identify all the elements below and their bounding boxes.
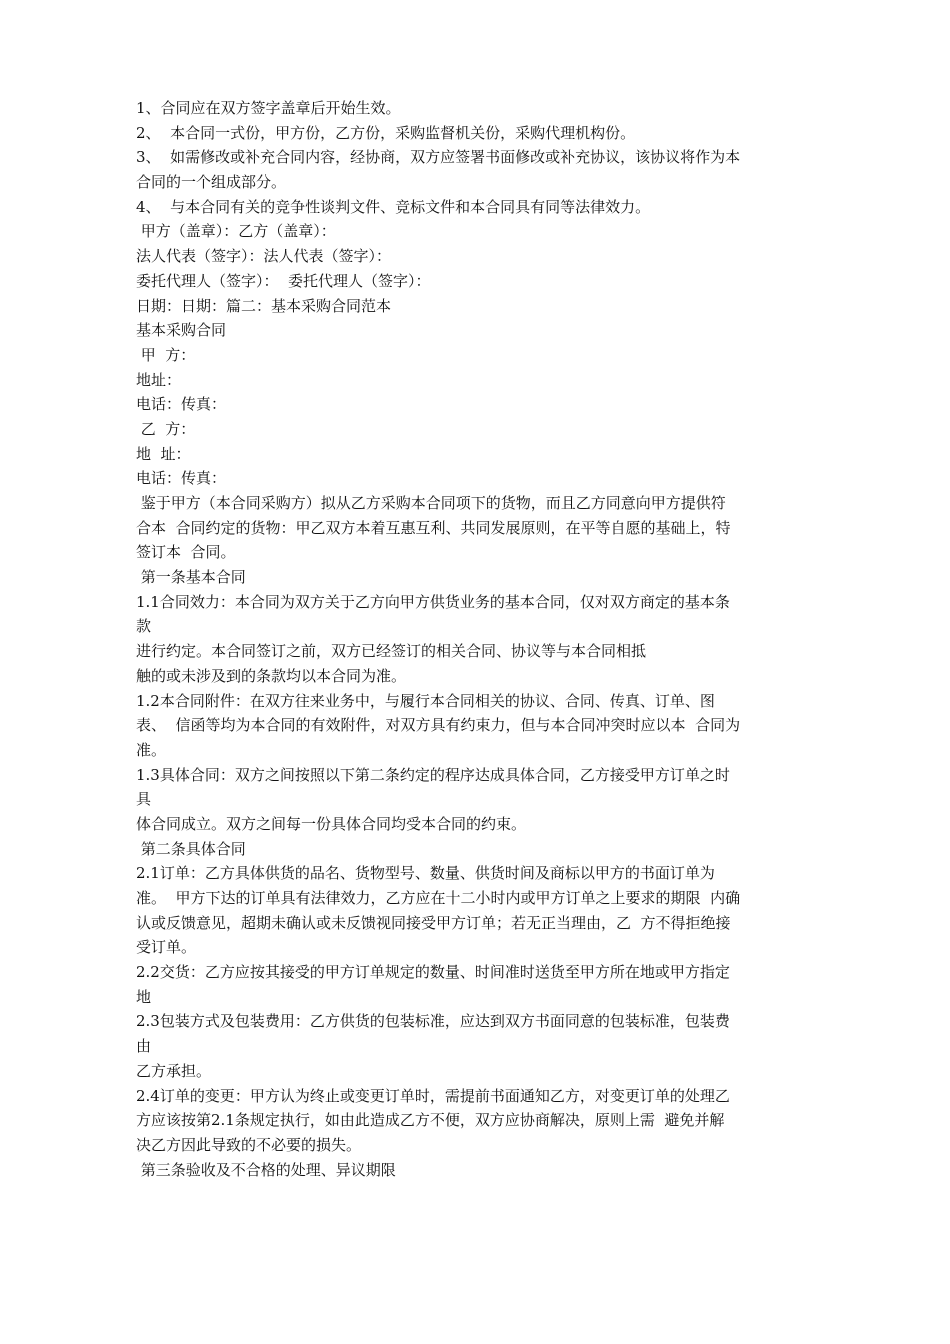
text-line: 准。 — [136, 740, 167, 759]
text-line: 2.4订单的变更：甲方认为终止或变更订单时，需提前书面通知乙方，对变更订单的处理乙 — [136, 1086, 730, 1105]
text-line: 方应该按第2.1条规定执行，如由此造成乙方不便，双方应协商解决，原则上需 避免并解 — [136, 1111, 725, 1130]
text-line: 合本 合同约定的货物：甲乙双方本着互惠互利、共同发展原则，在平等自愿的基础上，特 — [136, 518, 731, 537]
text-line: 乙 方： — [136, 419, 196, 438]
text-line: 乙方承担。 — [136, 1061, 212, 1080]
text-line: 1、合同应在双方签字盖章后开始生效。 — [136, 99, 401, 117]
text-line: 4、 与本合同有关的竞争性谈判文件、竞标文件和本合同具有同等法律效力。 — [136, 197, 651, 216]
text-line: 1.3具体合同：双方之间按照以下第二条约定的程序达成具体合同，乙方接受甲方订单之时 — [136, 765, 730, 784]
text-line: 甲 方： — [136, 345, 196, 364]
text-line: 日期：日期：篇二：基本采购合同范本 — [136, 296, 392, 315]
text-line: 认或反馈意见，超期未确认或未反馈视同接受甲方订单；若无正当理由，乙 方不得拒绝接 — [136, 913, 731, 932]
text-line: 甲方（盖章）：乙方（盖章）： — [136, 222, 336, 241]
document-page — [136, 96, 826, 1182]
text-line: 签订本 合同。 — [136, 543, 236, 562]
text-line: 委托代理人（签字）： 委托代理人（签字）： — [136, 271, 431, 290]
text-line: 2.3包装方式及包装费用：乙方供货的包装标准，应达到双方书面同意的包装标准，包装费 — [136, 1012, 730, 1031]
text-line: 具 — [136, 790, 152, 809]
text-line: 地 址： — [136, 444, 191, 463]
text-line: 准。 甲方下达的订单具有法律效力，乙方应在十二小时内或甲方订单之上要求的期限 内确 — [136, 889, 741, 907]
text-line: 由 — [136, 1037, 152, 1056]
text-line: 第二条具体合同 — [136, 839, 246, 858]
text-line: 地址： — [136, 370, 182, 389]
text-line: 法人代表（签字）：法人代表（签字）： — [136, 247, 392, 266]
text-line: 表、 信函等均为本合同的有效附件，对双方具有约束力，但与本合同冲突时应以本 合同为 — [136, 716, 741, 735]
text-line: 触的或未涉及到的条款均以本合同为准。 — [136, 666, 407, 685]
text-line: 电话：传真： — [136, 395, 227, 414]
text-line: 第三条验收及不合格的处理、异议期限 — [136, 1160, 396, 1179]
text-line: 电话：传真： — [136, 469, 227, 488]
text-line: 2.1订单：乙方具体供货的品名、货物型号、数量、供货时间及商标以甲方的书面订单为 — [136, 864, 715, 883]
text-line: 受订单。 — [136, 938, 197, 957]
text-line: 1.1合同效力：本合同为双方关于乙方向甲方供货业务的基本合同，仅对双方商定的基本条 — [136, 592, 730, 611]
text-line: 款 — [136, 617, 152, 636]
text-line: 1.2本合同附件：在双方往来业务中，与履行本合同相关的协议、合同、传真、订单、图 — [136, 691, 715, 710]
text-line: 进行约定。本合同签订之前，双方已经签订的相关合同、协议等与本合同相抵 — [136, 642, 647, 661]
text-line: 决乙方因此导致的不必要的损失。 — [136, 1135, 362, 1154]
text-line: 合同的一个组成部分。 — [136, 173, 287, 192]
text-line: 3、 如需修改或补充合同内容，经协商，双方应签署书面修改或补充协议，该协议将作为本 — [136, 148, 741, 167]
text-line: 基本采购合同 — [136, 321, 227, 340]
text-line: 地 — [136, 987, 152, 1006]
text-line: 鉴于甲方（本合同采购方）拟从乙方采购本合同项下的货物，而且乙方同意向甲方提供符 — [136, 494, 726, 512]
text-line: 第一条基本合同 — [136, 568, 246, 587]
text-line: 体合同成立。双方之间每一份具体合同均受本合同的约束。 — [136, 814, 527, 833]
text-line: 2.2交货：乙方应按其接受的甲方订单规定的数量、时间准时送货至甲方所在地或甲方指定 — [136, 963, 730, 982]
text-line: 2、 本合同一式份，甲方份，乙方份，采购监督机关份，采购代理机构份。 — [136, 123, 636, 142]
